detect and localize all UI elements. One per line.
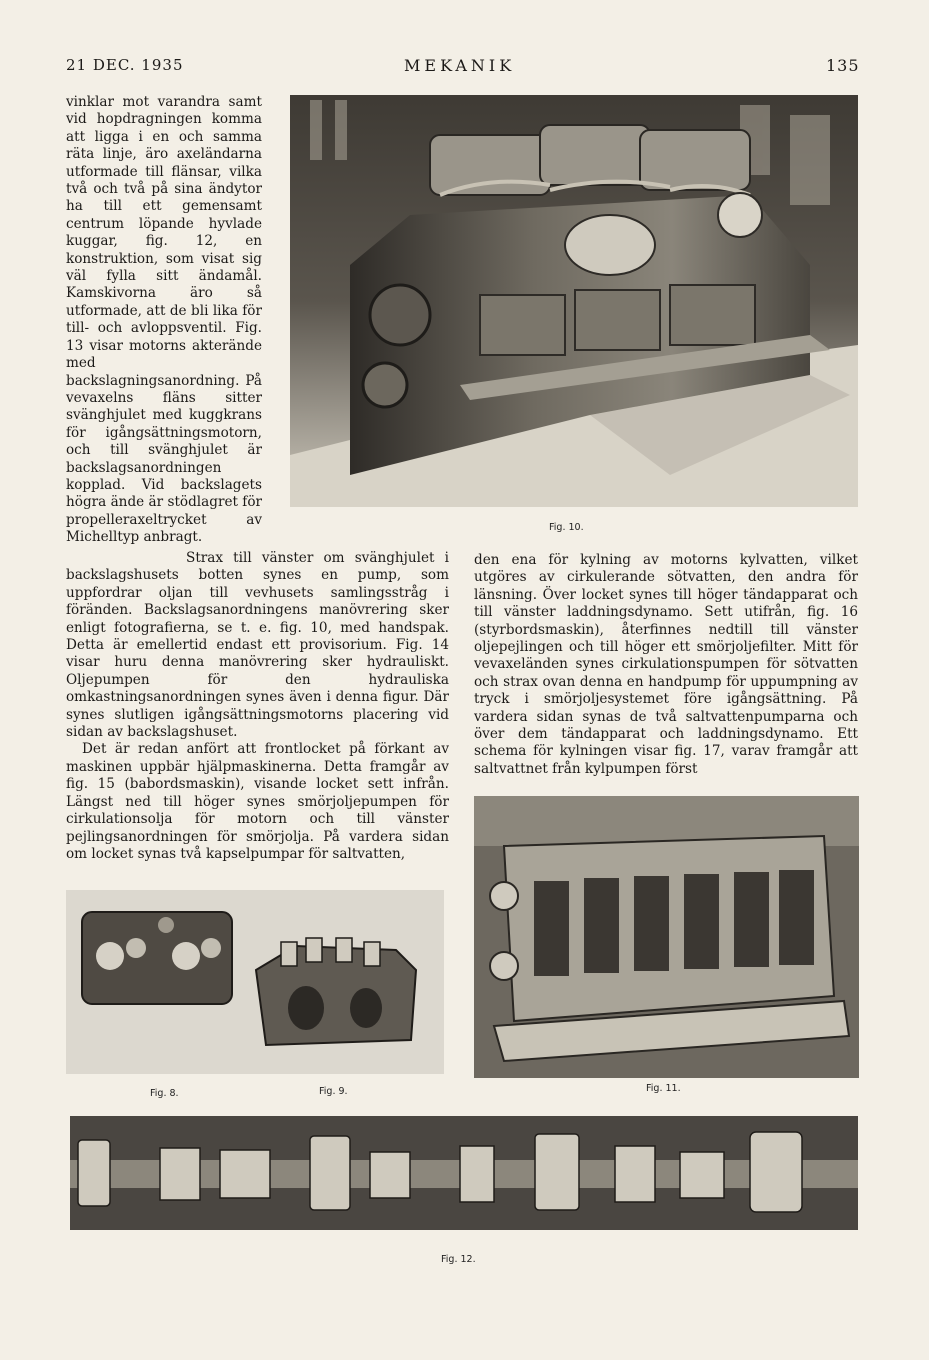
fig12-photo (70, 1116, 858, 1230)
second-paragraph: Det är redan anfört att frontlocket på förkant av maskinen uppbär hjälpmaskinerna. Detta framgår av fig. 15 (babordsmaskin), visande locket sett infrån. Längst ned till höger synes smörjoljepumpen för cirkulationsolja för motorn och till vänster pejlingsanordningen för smörjolja. På vardera sidan om locket synas två kapselpumpar för saltvatten, (66, 741, 449, 862)
camshaft-illustration (70, 1116, 858, 1230)
intro-narrow-text (66, 94, 262, 547)
diesel-engine-illustration (290, 95, 858, 507)
fig9-caption: Fig. 9. (319, 1086, 348, 1097)
fig11-caption: Fig. 11. (646, 1083, 681, 1094)
fig10-caption: Fig. 10. (549, 522, 584, 533)
intro-continued-paragraph: Strax till vänster om svänghjulet i backslagshusets botten synes en pump, som uppfordrar oljan till vevhusets samlingsstråg i föränden. Backslagsanordningens manövrering sker enligt fotografierna, se t. e. fig. 10, med handspak. Detta är emellertid endast ett provisorium. Fig. 14 visar huru denna manövrering sker hydrauliskt. Oljepumpen för den hydrauliska omkastningsanordningen synes även i denna figur. Där synes slutligen igångsättningsmotorns placering vid sidan av backslagshuset. (66, 550, 449, 741)
issue-date: 21 DEC. 1935 (66, 56, 184, 74)
page-number: 135 (826, 56, 860, 75)
intro-paragraph: vinklar mot varandra samt vid hopdragningen komma att ligga i en och samma räta linje, äro axeländarna utformade till flänsar, vilka två och två på sina ändytor ha till ett gemensamt centrum löpande hyvlade kuggar, fig. 12, en konstruktion, som visat sig väl fylla sitt ändamål. Kamskivorna äro så utformade, att de bli lika för till- och avloppsventil. Fig. 13 visar motorns akterände med backslagningsanordning. På vevaxelns fläns sitter svänghjulet med kuggkrans för igångsättningsmotorn, och till svänghjulet är backslagsanordningen kopplad. Vid backslagets högra ände är stödlagret för propelleraxeltrycket av Michelltyp anbragt. (66, 94, 262, 546)
crankcase-illustration (474, 796, 859, 1078)
fig12-caption: Fig. 12. (441, 1254, 476, 1265)
cylinder-heads-illustration (66, 890, 444, 1074)
fig8-caption: Fig. 8. (150, 1088, 179, 1099)
fig11-photo (474, 796, 859, 1078)
fig10-photo (290, 95, 858, 507)
right-paragraph: den ena för kylning av motorns kylvatten, vilket utgöres av cirkulerande sötvatten, den andra för länsning. Över locket synes till höger tändapparat och till vänster laddningsdynamo. Sett utifrån, fig. 16 (styrbordsmaskin), återfinnes nedtill till vänster oljepejlingen och till höger ett smörjoljefilter. Mitt för vevaxeländen synes cirkulationspumpen för sötvatten och strax ovan denna en handpump för uppumpning av tryck i smörjoljesystemet före igångsättning. På vardera sidan synas de två saltvattenpumparna och över dem tändapparat och laddningsdynamo. Ett schema för kylningen visar fig. 17, varav framgår att saltvattnet från kylpumpen först (474, 552, 858, 777)
right-column-text (474, 552, 858, 778)
left-column-text (66, 550, 449, 863)
journal-title: MEKANIK (404, 56, 516, 75)
fig8-9-photo (66, 890, 444, 1074)
